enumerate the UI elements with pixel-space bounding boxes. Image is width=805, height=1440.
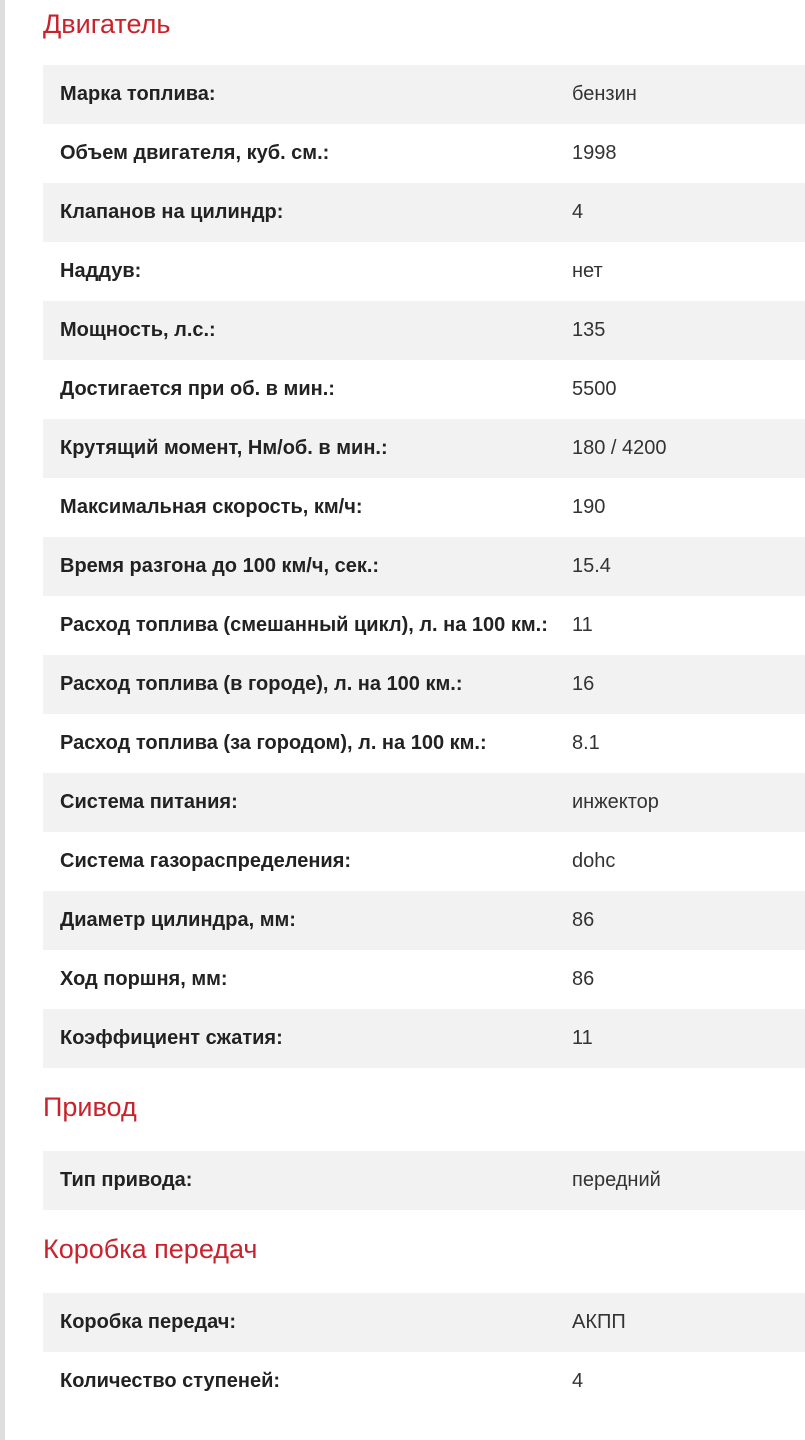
spec-table-gearbox: [43, 1293, 805, 1411]
spec-row-drive-type: [43, 1151, 805, 1210]
spec-row-power-rpm: [43, 360, 805, 419]
spec-table-drive: [43, 1151, 805, 1210]
spec-row-fuel-city: [43, 655, 805, 714]
spec-value: бензин: [572, 83, 637, 105]
spec-label: Ход поршня, мм:: [60, 968, 228, 990]
spec-row-displacement: [43, 124, 805, 183]
section-title-drive: Привод: [43, 1092, 137, 1122]
spec-row-fuel-highway: [43, 714, 805, 773]
spec-value: АКПП: [572, 1311, 626, 1333]
spec-value: инжектор: [572, 791, 659, 813]
spec-row-power: [43, 301, 805, 360]
spec-label: Количество ступеней:: [60, 1370, 281, 1392]
spec-value: 4: [572, 1370, 584, 1392]
spec-label: Достигается при об. в мин.:: [60, 378, 335, 400]
spec-value: 4: [572, 201, 584, 223]
spec-label: Клапанов на цилиндр:: [60, 201, 284, 223]
spec-row-fuel-combined: [43, 596, 805, 655]
spec-label: Система газораспределения:: [60, 850, 352, 872]
spec-row-stroke: [43, 950, 805, 1009]
spec-row-compression-ratio: [43, 1009, 805, 1068]
spec-row-gearbox-type: [43, 1293, 805, 1352]
spec-value: 86: [572, 909, 595, 931]
spec-row-fuel-type: [43, 65, 805, 124]
spec-label: Расход топлива (в городе), л. на 100 км.:: [60, 673, 463, 695]
spec-label: Время разгона до 100 км/ч, сек.:: [60, 555, 380, 577]
spec-label: Максимальная скорость, км/ч:: [60, 496, 363, 518]
spec-value: 135: [572, 319, 606, 341]
spec-label: Марка топлива:: [60, 83, 216, 105]
spec-row-valvetrain: [43, 832, 805, 891]
spec-label: Диаметр цилиндра, мм:: [60, 909, 296, 931]
section-title-engine: Двигатель: [43, 9, 171, 39]
spec-label: Объем двигателя, куб. см.:: [60, 142, 330, 164]
spec-row-bore: [43, 891, 805, 950]
spec-label: Наддув:: [60, 260, 142, 282]
section-title-gearbox: Коробка передач: [43, 1234, 258, 1264]
spec-row-valves-per-cylinder: [43, 183, 805, 242]
spec-row-torque: [43, 419, 805, 478]
spec-row-gear-count: [43, 1352, 805, 1411]
spec-row-fuel-system: [43, 773, 805, 832]
spec-value: 5500: [572, 378, 617, 400]
spec-content: [43, 0, 805, 1411]
spec-value: 16: [572, 673, 595, 695]
spec-label: Мощность, л.с.:: [60, 319, 216, 341]
spec-value: dohc: [572, 850, 616, 872]
spec-label: Система питания:: [60, 791, 238, 813]
spec-value: 8.1: [572, 732, 600, 754]
spec-value: 11: [572, 1027, 593, 1049]
spec-row-top-speed: [43, 478, 805, 537]
spec-value: 15.4: [572, 555, 611, 577]
spec-value: 190: [572, 496, 606, 518]
spec-label: Расход топлива (за городом), л. на 100 км.:: [60, 732, 487, 754]
spec-row-acceleration: [43, 537, 805, 596]
spec-row-turbo: [43, 242, 805, 301]
spec-value: 86: [572, 968, 595, 990]
spec-value: 180 / 4200: [572, 437, 667, 459]
spec-label: Крутящий момент, Нм/об. в мин.:: [60, 437, 388, 459]
spec-value: передний: [572, 1169, 661, 1191]
spec-value: 1998: [572, 142, 617, 164]
spec-label: Тип привода:: [60, 1169, 193, 1191]
spec-value: нет: [572, 260, 603, 282]
left-border-rule: [0, 0, 5, 1440]
spec-label: Коэффициент сжатия:: [60, 1027, 283, 1049]
spec-label: Расход топлива (смешанный цикл), л. на 100 км.:: [60, 614, 548, 636]
spec-value: 11: [572, 614, 593, 636]
spec-label: Коробка передач:: [60, 1311, 237, 1333]
spec-table-engine: [43, 65, 805, 1068]
